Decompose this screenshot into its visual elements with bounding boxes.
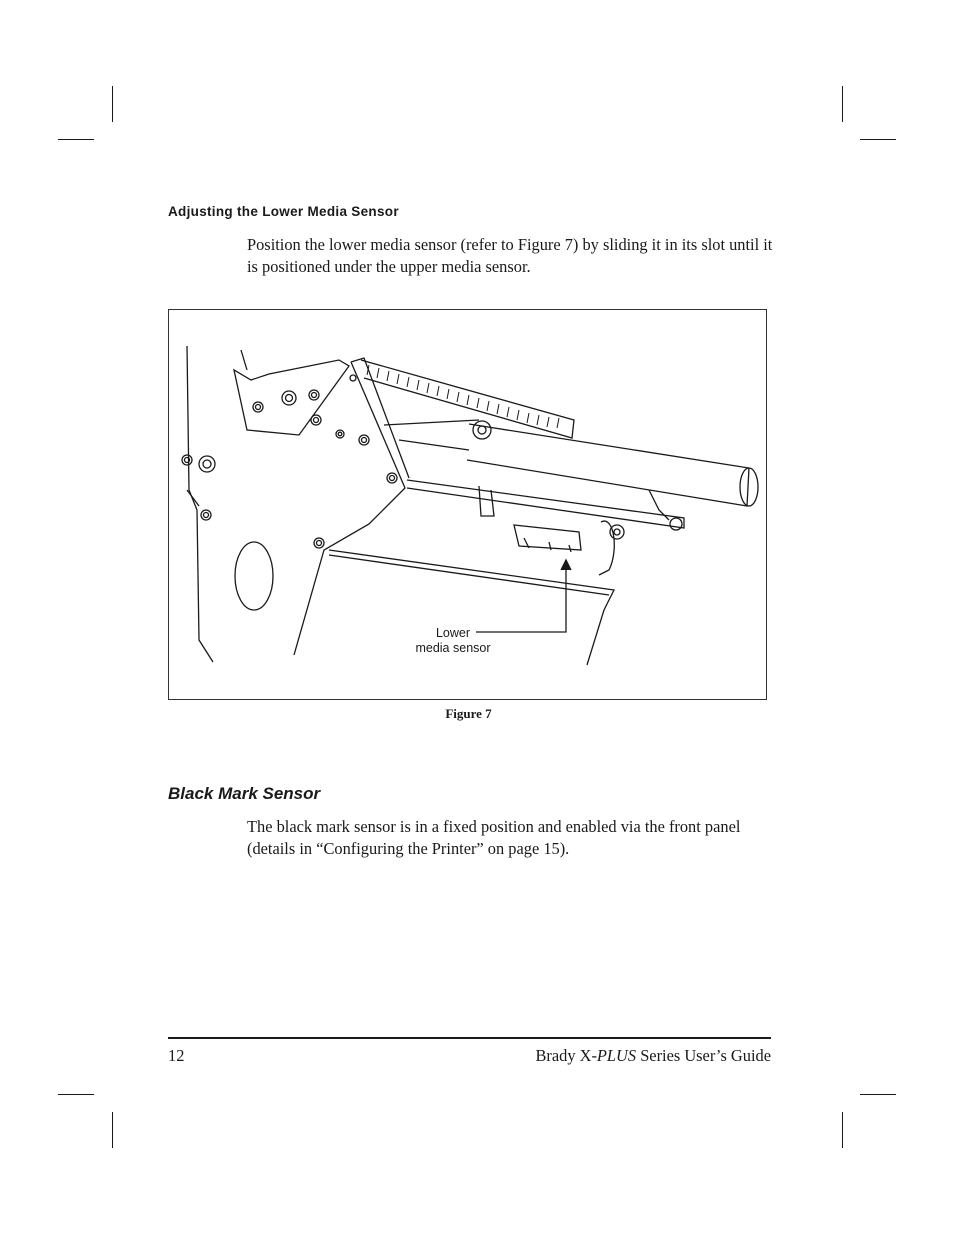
- crop-mark: [58, 139, 94, 140]
- running-footer: [535, 1046, 771, 1066]
- crop-mark: [860, 1094, 896, 1095]
- footer-title-suffix: Series User’s Guide: [636, 1046, 771, 1065]
- section-heading: Adjusting the Lower Media Sensor: [168, 204, 399, 219]
- black-mark-heading: Black Mark Sensor: [168, 784, 321, 803]
- page-number: 12: [168, 1046, 185, 1065]
- crop-mark: [842, 1112, 843, 1148]
- crop-mark: [112, 86, 113, 122]
- crop-mark: [860, 139, 896, 140]
- callout-line-2: media sensor: [415, 641, 491, 655]
- figure-frame: [168, 309, 767, 700]
- callout-line-1: Lower: [435, 626, 471, 640]
- black-mark-body: The black mark sensor is in a fixed position and enabled via the front panel (details in “Configuring the Printer” on page 15).: [247, 817, 741, 858]
- section-body: Position the lower media sensor (refer to Figure 7) by sliding it in its slot until it is positioned under the upper media sensor.: [247, 235, 773, 276]
- footer-rule: [168, 1037, 771, 1039]
- crop-mark: [58, 1094, 94, 1095]
- crop-mark: [842, 86, 843, 122]
- crop-mark: [112, 1112, 113, 1148]
- footer-title-prefix: Brady X-: [535, 1046, 597, 1065]
- footer-title-italic: PLUS: [596, 1046, 637, 1065]
- figure-caption: Figure 7: [445, 706, 492, 721]
- callout-label: [393, 626, 513, 656]
